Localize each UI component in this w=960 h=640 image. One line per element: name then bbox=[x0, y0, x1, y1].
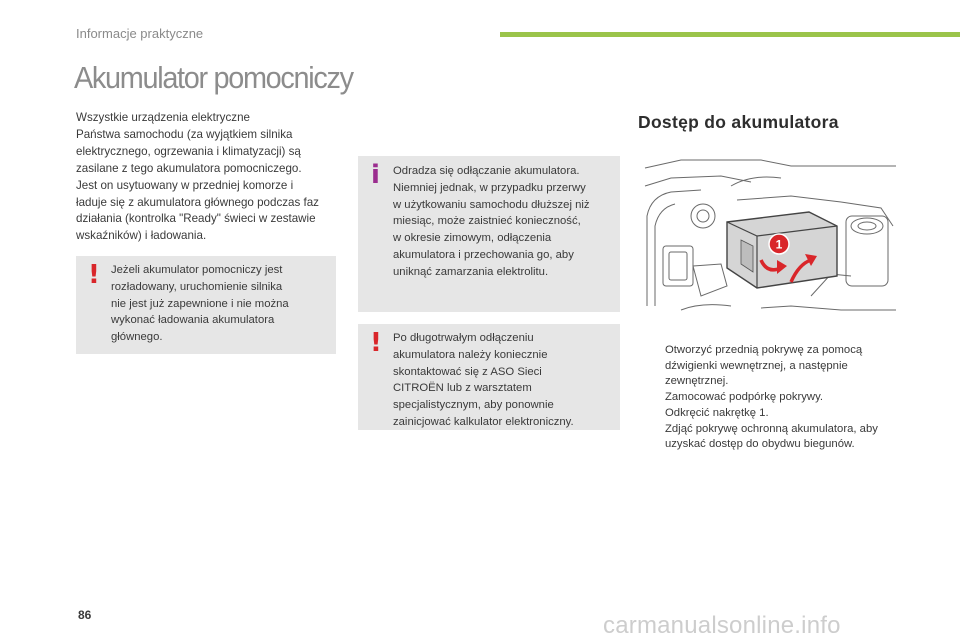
note-text bbox=[393, 330, 610, 431]
step-line: zewnętrznej. bbox=[665, 375, 729, 388]
note-text bbox=[111, 262, 326, 346]
intro-line: Jest on usytuowany w przedniej komorze i bbox=[76, 178, 294, 192]
step-line: dźwigienki wewnętrznej, a następnie bbox=[665, 359, 848, 372]
info-icon: i bbox=[371, 160, 380, 190]
step-line: Zdjąć pokrywę ochronną akumulatora, aby bbox=[665, 422, 878, 435]
intro-line: Wszystkie urządzenia elektryczne bbox=[76, 111, 250, 124]
note-line: rozładowany, uruchomienie silnika bbox=[111, 280, 283, 293]
note-line: akumulatora należy koniecznie bbox=[393, 348, 548, 361]
intro-line: elektrycznego, ogrzewania i klimatyzacji) są bbox=[76, 144, 301, 158]
section-heading: Dostęp do akumulatora bbox=[638, 112, 839, 132]
section-label: Informacje praktyczne bbox=[76, 26, 204, 41]
warning-exclamation-icon: ! bbox=[88, 260, 100, 290]
step-item bbox=[643, 390, 913, 406]
warning-note-reinitialize bbox=[358, 324, 620, 430]
page-number: 86 bbox=[78, 608, 92, 622]
note-line: w okresie zimowym, odłączenia bbox=[393, 232, 552, 245]
note-line: miesiąc, może zaistnieć konieczność, bbox=[393, 215, 581, 228]
note-line: specjalistycznym, aby ponownie bbox=[393, 399, 554, 412]
step-item bbox=[643, 422, 913, 453]
warning-exclamation-icon: ! bbox=[370, 328, 382, 358]
step-line: uzyskać dostęp do obydwu biegunów. bbox=[665, 438, 855, 451]
intro-line: zasilane z tego akumulatora pomocniczego. bbox=[76, 161, 302, 175]
note-line: Po długotrwałym odłączeniu bbox=[393, 332, 534, 344]
step-line: Odkręcić nakrętkę 1. bbox=[665, 406, 769, 419]
step-line: Zamocować podpórkę pokrywy. bbox=[665, 391, 824, 404]
note-line: skontaktować się z ASO Sieci bbox=[393, 365, 542, 378]
intro-line: Państwa samochodu (za wyjątkiem silnika bbox=[76, 127, 293, 141]
note-line: Jeżeli akumulator pomocniczy jest bbox=[111, 264, 283, 276]
steps-list bbox=[643, 343, 913, 453]
note-line: w użytkowaniu samochodu dłuższej niż bbox=[393, 198, 590, 211]
note-line: nie jest już zapewnione i nie można bbox=[111, 297, 289, 310]
step-item bbox=[643, 406, 913, 422]
intro-line: wskaźników) i ładowania. bbox=[76, 229, 207, 243]
callout-badge bbox=[769, 234, 789, 254]
watermark: carmanualsonline.info bbox=[603, 612, 841, 639]
step-line: Otworzyć przednią pokrywę za pomocą bbox=[665, 344, 863, 356]
note-text bbox=[393, 163, 610, 281]
intro-line: ładuje się z akumulatora głównego podczas faz bbox=[76, 195, 319, 209]
note-line: Niemniej jednak, w przypadku przerwy bbox=[393, 181, 586, 194]
intro-line: działania (kontrolka "Ready" świeci w zestawie bbox=[76, 212, 316, 226]
note-line: zainicjować kalkulator elektroniczny. bbox=[393, 415, 574, 428]
info-note-disconnect bbox=[358, 156, 620, 312]
note-line: uniknąć zamarzania elektrolitu. bbox=[393, 265, 549, 278]
note-line: głównego. bbox=[111, 331, 163, 344]
section-accent-bar bbox=[500, 32, 960, 37]
engine-bay-illustration bbox=[641, 156, 901, 318]
note-line: wykonać ładowania akumulatora bbox=[111, 314, 275, 327]
warning-note-discharged bbox=[76, 256, 336, 354]
step-item bbox=[643, 343, 913, 390]
note-line: CITROËN lub z warsztatem bbox=[393, 382, 532, 395]
note-line: Odradza się odłączanie akumulatora. bbox=[393, 165, 580, 177]
callout-number: 1 bbox=[775, 237, 783, 252]
note-line: akumulatora i przechowania go, aby bbox=[393, 248, 574, 261]
page-title: Akumulator pomocniczy bbox=[74, 60, 353, 95]
engine-bay-drawing bbox=[641, 156, 901, 318]
intro-paragraph bbox=[76, 110, 346, 245]
